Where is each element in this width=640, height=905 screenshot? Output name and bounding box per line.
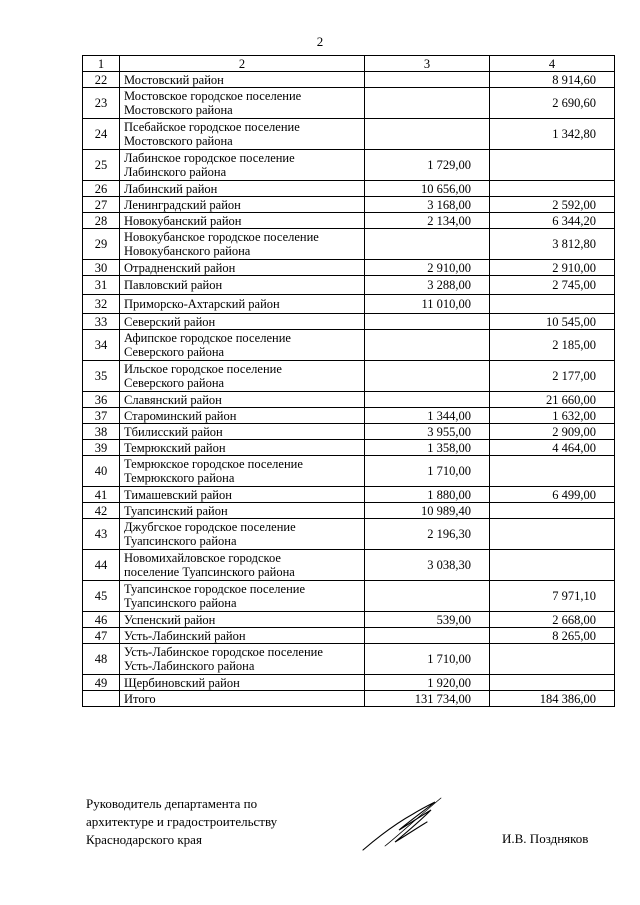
district-name-line: Темрюкское городское поселение — [124, 457, 303, 471]
page-number: 2 — [316, 34, 324, 49]
amount-col4: 7 971,10 — [490, 581, 615, 612]
district-name-line: Туапсинского района — [124, 534, 237, 548]
row-number: 43 — [83, 519, 120, 550]
table-row — [83, 408, 615, 424]
table-row — [83, 612, 615, 628]
signatory-title — [86, 795, 277, 849]
amount-col4: 21 660,00 — [490, 392, 615, 408]
amount-col4 — [490, 295, 615, 314]
total-label: Итого — [120, 691, 365, 707]
district-name — [120, 408, 365, 424]
district-name-line: Приморско-Ахтарский район — [124, 297, 280, 311]
district-name — [120, 229, 365, 260]
row-number: 31 — [83, 276, 120, 295]
total-number-cell — [83, 691, 120, 707]
district-name-line: Новокубанского района — [124, 244, 251, 258]
district-name-line: Новомихайловское городское — [124, 551, 281, 565]
signatory-name: И.В. Поздняков — [502, 831, 589, 846]
district-name-line: Джубгское городское поселение — [124, 520, 296, 534]
district-name-line: Туапсинское городское поселение — [124, 582, 305, 596]
table-header-row — [83, 56, 615, 72]
district-name-line: Павловский район — [124, 278, 223, 292]
row-number: 42 — [83, 503, 120, 519]
signatory-title-line: Руководитель департамента по — [86, 796, 258, 811]
amount-col4 — [490, 519, 615, 550]
district-name-line: Темрюкского района — [124, 471, 235, 485]
row-number: 29 — [83, 229, 120, 260]
amount-col4: 2 745,00 — [490, 276, 615, 295]
district-name — [120, 314, 365, 330]
amount-col3 — [365, 72, 490, 88]
amount-col4: 8 914,60 — [490, 72, 615, 88]
amount-col4: 1 632,00 — [490, 408, 615, 424]
district-name-line: Псебайское городское поселение — [124, 120, 300, 134]
table-row — [83, 150, 615, 181]
row-number: 24 — [83, 119, 120, 150]
district-name — [120, 440, 365, 456]
table-row — [83, 581, 615, 612]
table-row — [83, 519, 615, 550]
row-number: 47 — [83, 628, 120, 644]
district-name — [120, 330, 365, 361]
amount-col3: 3 288,00 — [365, 276, 490, 295]
amount-col3: 1 920,00 — [365, 675, 490, 691]
table-row — [83, 88, 615, 119]
district-name-line: Туапсинский район — [124, 503, 228, 518]
district-name-line: поселение Туапсинского района — [124, 565, 295, 579]
amount-col4: 1 342,80 — [490, 119, 615, 150]
district-name-line: Туапсинского района — [124, 596, 237, 610]
amount-col4: 2 592,00 — [490, 197, 615, 213]
district-name — [120, 260, 365, 276]
district-name — [120, 361, 365, 392]
district-name-line: Новокубанское городское поселение — [124, 230, 319, 244]
row-number: 27 — [83, 197, 120, 213]
table-row — [83, 330, 615, 361]
district-name — [120, 392, 365, 408]
amount-col4: 2 668,00 — [490, 612, 615, 628]
district-name — [120, 628, 365, 644]
amount-col3 — [365, 361, 490, 392]
table-row — [83, 550, 615, 581]
district-name-line: Мостовское городское поселение — [124, 89, 302, 103]
table-body — [83, 56, 615, 707]
table-row — [83, 424, 615, 440]
amount-col3: 3 038,30 — [365, 550, 490, 581]
amount-col4 — [490, 181, 615, 197]
amount-col3: 3 955,00 — [365, 424, 490, 440]
district-name — [120, 503, 365, 519]
amount-col3: 1 344,00 — [365, 408, 490, 424]
row-number: 48 — [83, 644, 120, 675]
row-number: 35 — [83, 361, 120, 392]
amount-col3: 2 196,30 — [365, 519, 490, 550]
amount-col3 — [365, 119, 490, 150]
row-number: 32 — [83, 295, 120, 314]
district-name — [120, 295, 365, 314]
header-cell-4: 4 — [490, 56, 615, 72]
table-row — [83, 440, 615, 456]
district-name-line: Темрюкский район — [124, 440, 226, 455]
total-col3: 131 734,00 — [365, 691, 490, 707]
district-name — [120, 88, 365, 119]
data-table — [82, 55, 615, 707]
amount-col4: 6 344,20 — [490, 213, 615, 229]
amount-col4: 4 464,00 — [490, 440, 615, 456]
row-number: 25 — [83, 150, 120, 181]
amount-col4 — [490, 456, 615, 487]
amount-col4 — [490, 550, 615, 581]
amount-col4: 2 177,00 — [490, 361, 615, 392]
amount-col3 — [365, 392, 490, 408]
district-name — [120, 197, 365, 213]
amount-col3 — [365, 88, 490, 119]
amount-col3: 1 710,00 — [365, 644, 490, 675]
district-name-line: Новокубанский район — [124, 213, 242, 228]
amount-col3: 11 010,00 — [365, 295, 490, 314]
district-name-line: Усть-Лабинского района — [124, 659, 255, 673]
table-row — [83, 487, 615, 503]
district-name-line: Ленинградский район — [124, 197, 241, 212]
amount-col3: 1 729,00 — [365, 150, 490, 181]
amount-col4 — [490, 503, 615, 519]
row-number: 39 — [83, 440, 120, 456]
table-row — [83, 644, 615, 675]
table-row — [83, 197, 615, 213]
amount-col4 — [490, 675, 615, 691]
district-name-line: Северского района — [124, 376, 225, 390]
district-name-line: Лабинского района — [124, 165, 227, 179]
district-name — [120, 487, 365, 503]
total-row — [83, 691, 615, 707]
district-name — [120, 581, 365, 612]
table-row — [83, 361, 615, 392]
amount-col3: 3 168,00 — [365, 197, 490, 213]
table-row — [83, 276, 615, 295]
row-number: 30 — [83, 260, 120, 276]
amount-col4: 2 909,00 — [490, 424, 615, 440]
district-name-line: Усть-Лабинский район — [124, 628, 246, 643]
district-name-line: Успенский район — [124, 612, 216, 627]
amount-col3 — [365, 229, 490, 260]
row-number: 45 — [83, 581, 120, 612]
row-number: 36 — [83, 392, 120, 408]
district-name-line: Тимашевский район — [124, 487, 232, 502]
amount-col4: 10 545,00 — [490, 314, 615, 330]
amount-col4: 6 499,00 — [490, 487, 615, 503]
amount-col4 — [490, 150, 615, 181]
district-name-line: Тбилисский район — [124, 424, 223, 439]
amount-col3 — [365, 330, 490, 361]
header-cell-3: 3 — [365, 56, 490, 72]
table-row — [83, 295, 615, 314]
table-row — [83, 503, 615, 519]
amount-col3: 1 358,00 — [365, 440, 490, 456]
amount-col3 — [365, 628, 490, 644]
amount-col3 — [365, 581, 490, 612]
row-number: 38 — [83, 424, 120, 440]
district-name — [120, 276, 365, 295]
district-name-line: Мостовский район — [124, 72, 224, 87]
district-name-line: Мостовского района — [124, 103, 233, 117]
amount-col3: 10 989,40 — [365, 503, 490, 519]
district-name — [120, 72, 365, 88]
row-number: 33 — [83, 314, 120, 330]
row-number: 40 — [83, 456, 120, 487]
table-row — [83, 628, 615, 644]
amount-col4: 2 690,60 — [490, 88, 615, 119]
table-row — [83, 229, 615, 260]
district-name-line: Славянский район — [124, 392, 222, 407]
row-number: 41 — [83, 487, 120, 503]
district-name — [120, 119, 365, 150]
signature-icon — [355, 788, 455, 868]
table-row — [83, 72, 615, 88]
amount-col4: 2 185,00 — [490, 330, 615, 361]
amount-col4: 8 265,00 — [490, 628, 615, 644]
district-name-line: Афипское городское поселение — [124, 331, 291, 345]
amount-col3: 1 710,00 — [365, 456, 490, 487]
row-number: 26 — [83, 181, 120, 197]
district-name — [120, 213, 365, 229]
district-name — [120, 675, 365, 691]
district-name — [120, 456, 365, 487]
district-name-line: Северский район — [124, 314, 216, 329]
signatory-title-line: архитектуре и градостроительству — [86, 814, 278, 829]
table-row — [83, 392, 615, 408]
district-name-line: Лабинское городское поселение — [124, 151, 295, 165]
total-col4: 184 386,00 — [490, 691, 615, 707]
row-number: 28 — [83, 213, 120, 229]
amount-col4: 3 812,80 — [490, 229, 615, 260]
district-name-line: Отрадненский район — [124, 260, 236, 275]
amount-col3: 10 656,00 — [365, 181, 490, 197]
signatory-title-line: Краснодарского края — [86, 832, 202, 847]
district-name-line: Мостовского района — [124, 134, 233, 148]
row-number: 34 — [83, 330, 120, 361]
district-name — [120, 550, 365, 581]
table-row — [83, 456, 615, 487]
row-number: 23 — [83, 88, 120, 119]
district-name-line: Усть-Лабинское городское поселение — [124, 645, 323, 659]
amount-col3: 2 910,00 — [365, 260, 490, 276]
table-row — [83, 675, 615, 691]
header-cell-1: 1 — [83, 56, 120, 72]
district-name — [120, 644, 365, 675]
district-name — [120, 181, 365, 197]
amount-col3 — [365, 314, 490, 330]
district-name — [120, 612, 365, 628]
district-name — [120, 424, 365, 440]
amount-col3: 539,00 — [365, 612, 490, 628]
district-name-line: Староминский район — [124, 408, 237, 423]
amount-col4: 2 910,00 — [490, 260, 615, 276]
table-row — [83, 314, 615, 330]
amount-col3: 2 134,00 — [365, 213, 490, 229]
district-name-line: Ильское городское поселение — [124, 362, 282, 376]
row-number: 44 — [83, 550, 120, 581]
row-number: 46 — [83, 612, 120, 628]
amount-col4 — [490, 644, 615, 675]
amount-col3: 1 880,00 — [365, 487, 490, 503]
header-cell-2: 2 — [120, 56, 365, 72]
district-name-line: Лабинский район — [124, 181, 218, 196]
table-row — [83, 119, 615, 150]
row-number: 49 — [83, 675, 120, 691]
row-number: 22 — [83, 72, 120, 88]
table-row — [83, 213, 615, 229]
row-number: 37 — [83, 408, 120, 424]
table-row — [83, 181, 615, 197]
district-name — [120, 150, 365, 181]
district-name-line: Северского района — [124, 345, 225, 359]
district-name — [120, 519, 365, 550]
table-row — [83, 260, 615, 276]
district-name-line: Щербиновский район — [124, 675, 240, 690]
